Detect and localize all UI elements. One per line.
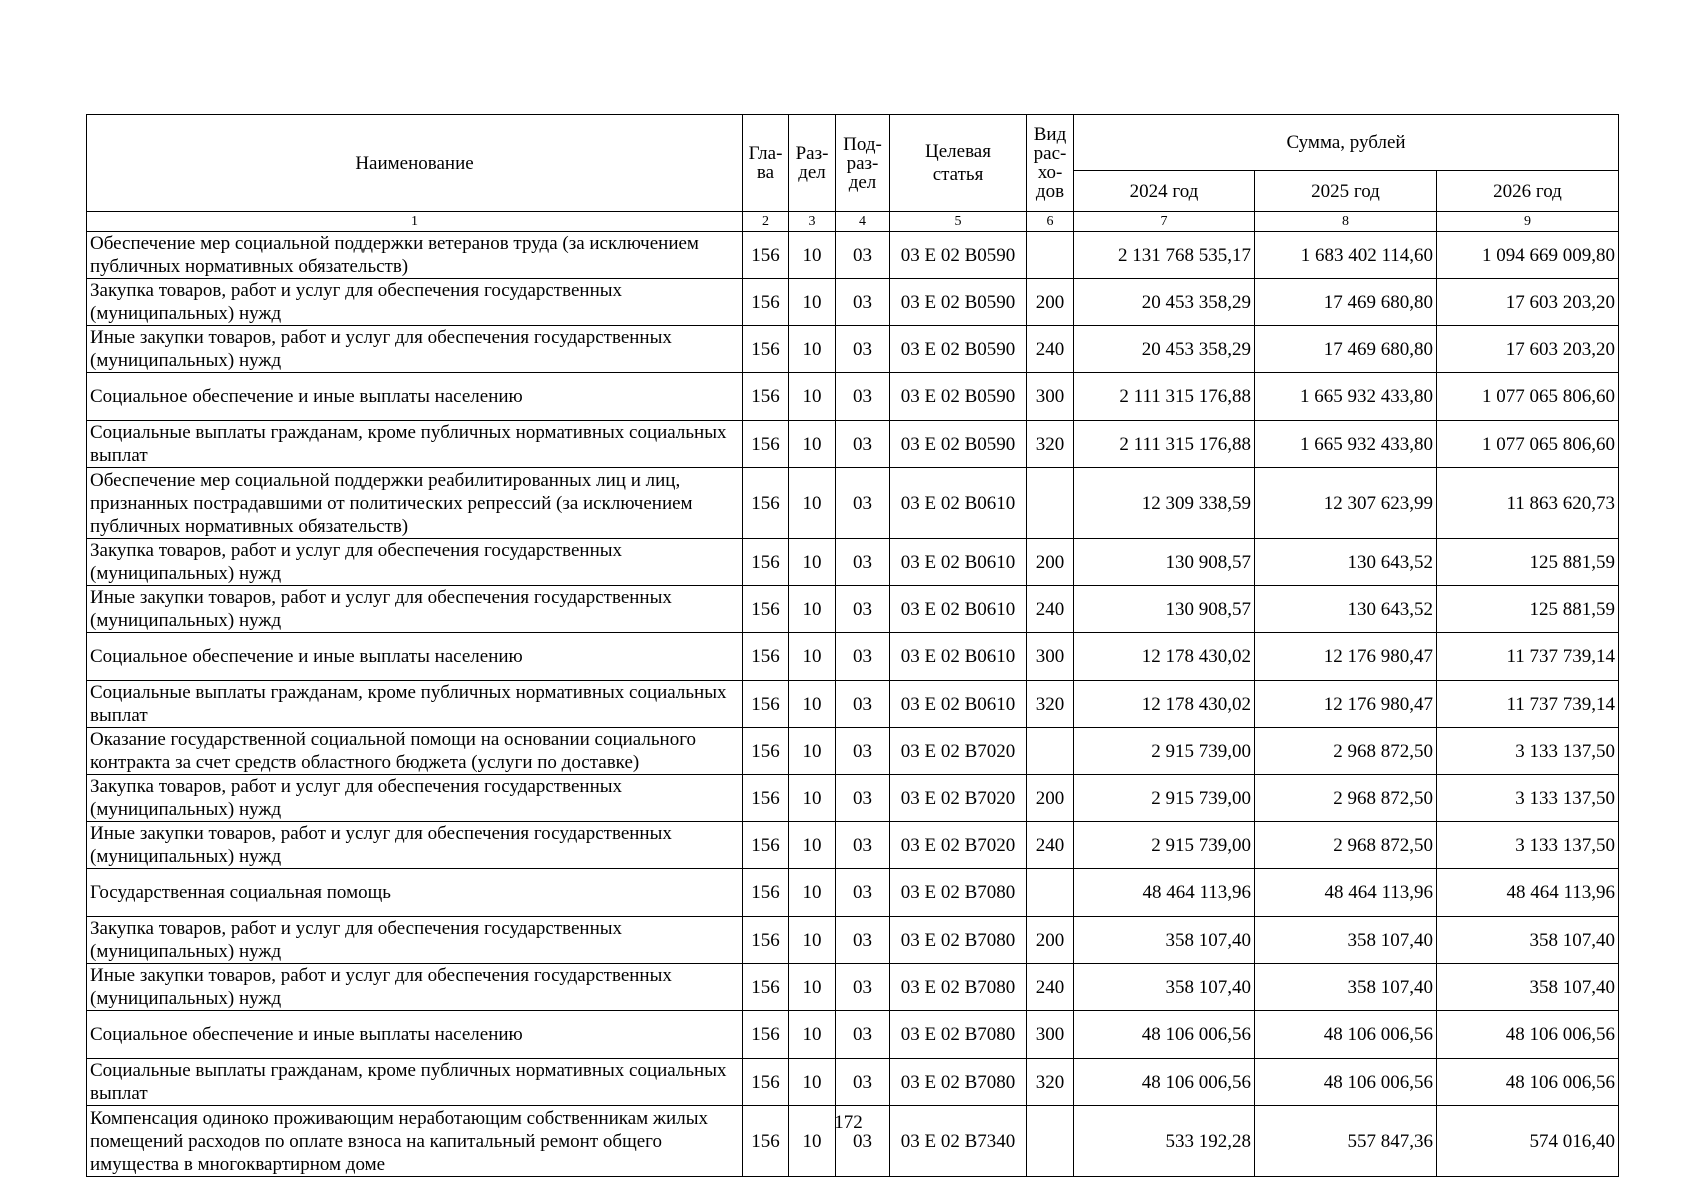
row-chapter: 156 [743, 326, 789, 373]
row-expense-type: 240 [1027, 326, 1074, 373]
row-target-article: 03 Е 02 В0590 [890, 279, 1027, 326]
column-number: 4 [836, 212, 890, 232]
row-target-article: 03 Е 02 В0590 [890, 232, 1027, 279]
row-amount-2024: 2 915 739,00 [1074, 775, 1255, 822]
header-sum: Сумма, рублей [1074, 115, 1619, 171]
row-amount-2024: 2 915 739,00 [1074, 728, 1255, 775]
row-amount-2026: 17 603 203,20 [1437, 279, 1619, 326]
row-subsection: 03 [836, 468, 890, 539]
row-target-article: 03 Е 02 В0610 [890, 539, 1027, 586]
column-number: 2 [743, 212, 789, 232]
row-amount-2026: 3 133 137,50 [1437, 728, 1619, 775]
column-number: 8 [1255, 212, 1437, 232]
row-section: 10 [789, 279, 836, 326]
row-amount-2025: 17 469 680,80 [1255, 279, 1437, 326]
row-subsection: 03 [836, 326, 890, 373]
row-name: Оказание государственной социальной помощи на основании социального контракта за счет средств областного бюджета (услуги по доставке) [87, 728, 743, 775]
row-subsection: 03 [836, 917, 890, 964]
table-row [87, 539, 1619, 586]
row-section: 10 [789, 964, 836, 1011]
row-chapter: 156 [743, 728, 789, 775]
row-amount-2024: 2 915 739,00 [1074, 822, 1255, 869]
row-amount-2024: 2 111 315 176,88 [1074, 421, 1255, 468]
row-section: 10 [789, 326, 836, 373]
row-name: Социальное обеспечение и иные выплаты населению [87, 1011, 743, 1059]
row-subsection: 03 [836, 539, 890, 586]
table-row [87, 869, 1619, 917]
row-target-article: 03 Е 02 В7080 [890, 1059, 1027, 1106]
row-chapter: 156 [743, 1011, 789, 1059]
row-expense-type: 320 [1027, 681, 1074, 728]
row-chapter: 156 [743, 822, 789, 869]
row-section: 10 [789, 775, 836, 822]
row-amount-2026: 125 881,59 [1437, 586, 1619, 633]
column-number: 5 [890, 212, 1027, 232]
row-section: 10 [789, 1106, 836, 1177]
row-amount-2026: 11 863 620,73 [1437, 468, 1619, 539]
row-target-article: 03 Е 02 В0590 [890, 373, 1027, 421]
row-amount-2025: 17 469 680,80 [1255, 326, 1437, 373]
row-target-article: 03 Е 02 В0610 [890, 633, 1027, 681]
row-chapter: 156 [743, 917, 789, 964]
row-expense-type: 240 [1027, 964, 1074, 1011]
row-amount-2025: 2 968 872,50 [1255, 728, 1437, 775]
row-subsection: 03 [836, 775, 890, 822]
row-amount-2024: 20 453 358,29 [1074, 326, 1255, 373]
table-row [87, 232, 1619, 279]
row-name: Социальные выплаты гражданам, кроме публичных нормативных социальных выплат [87, 1059, 743, 1106]
row-amount-2026: 17 603 203,20 [1437, 326, 1619, 373]
header-year-2024: 2024 год [1074, 171, 1255, 212]
row-section: 10 [789, 421, 836, 468]
row-amount-2024: 358 107,40 [1074, 964, 1255, 1011]
row-section: 10 [789, 468, 836, 539]
row-expense-type [1027, 728, 1074, 775]
table-row [87, 775, 1619, 822]
header-name: Наименование [87, 115, 743, 212]
row-section: 10 [789, 822, 836, 869]
row-expense-type: 240 [1027, 822, 1074, 869]
row-expense-type: 200 [1027, 917, 1074, 964]
row-expense-type: 320 [1027, 421, 1074, 468]
row-name: Социальные выплаты гражданам, кроме публичных нормативных социальных выплат [87, 681, 743, 728]
row-section: 10 [789, 232, 836, 279]
row-section: 10 [789, 539, 836, 586]
row-amount-2026: 3 133 137,50 [1437, 822, 1619, 869]
table-row [87, 822, 1619, 869]
row-expense-type [1027, 869, 1074, 917]
row-amount-2026: 11 737 739,14 [1437, 681, 1619, 728]
row-section: 10 [789, 917, 836, 964]
row-subsection: 03 [836, 1011, 890, 1059]
header-year-2025: 2025 год [1255, 171, 1437, 212]
row-amount-2026: 11 737 739,14 [1437, 633, 1619, 681]
row-section: 10 [789, 869, 836, 917]
column-number: 1 [87, 212, 743, 232]
row-amount-2025: 12 176 980,47 [1255, 681, 1437, 728]
row-chapter: 156 [743, 232, 789, 279]
table-row [87, 1011, 1619, 1059]
row-amount-2025: 1 665 932 433,80 [1255, 421, 1437, 468]
row-name: Обеспечение мер социальной поддержки ветеранов труда (за исключением публичных нормативных обязательств) [87, 232, 743, 279]
row-name: Социальное обеспечение и иные выплаты населению [87, 373, 743, 421]
row-subsection: 03 [836, 586, 890, 633]
row-chapter: 156 [743, 539, 789, 586]
row-name: Закупка товаров, работ и услуг для обеспечения государственных (муниципальных) нужд [87, 917, 743, 964]
table-row [87, 586, 1619, 633]
row-section: 10 [789, 633, 836, 681]
row-subsection: 03 [836, 964, 890, 1011]
row-name: Государственная социальная помощь [87, 869, 743, 917]
table-row [87, 468, 1619, 539]
row-subsection: 03 [836, 373, 890, 421]
row-target-article: 03 Е 02 В0610 [890, 586, 1027, 633]
table-row [87, 279, 1619, 326]
row-target-article: 03 Е 02 В7080 [890, 917, 1027, 964]
row-amount-2025: 557 847,36 [1255, 1106, 1437, 1177]
row-name: Социальные выплаты гражданам, кроме публичных нормативных социальных выплат [87, 421, 743, 468]
row-name: Иные закупки товаров, работ и услуг для обеспечения государственных (муниципальных) нужд [87, 822, 743, 869]
row-amount-2024: 2 111 315 176,88 [1074, 373, 1255, 421]
row-subsection: 03 [836, 728, 890, 775]
row-expense-type [1027, 468, 1074, 539]
row-amount-2025: 358 107,40 [1255, 964, 1437, 1011]
row-amount-2024: 130 908,57 [1074, 586, 1255, 633]
row-amount-2026: 1 077 065 806,60 [1437, 421, 1619, 468]
row-subsection: 03 [836, 681, 890, 728]
row-expense-type: 200 [1027, 539, 1074, 586]
row-target-article: 03 Е 02 В0590 [890, 326, 1027, 373]
row-amount-2025: 1 683 402 114,60 [1255, 232, 1437, 279]
row-chapter: 156 [743, 373, 789, 421]
row-amount-2024: 12 178 430,02 [1074, 633, 1255, 681]
row-amount-2024: 48 106 006,56 [1074, 1059, 1255, 1106]
row-chapter: 156 [743, 468, 789, 539]
row-amount-2025: 2 968 872,50 [1255, 775, 1437, 822]
row-amount-2025: 130 643,52 [1255, 586, 1437, 633]
row-amount-2025: 1 665 932 433,80 [1255, 373, 1437, 421]
row-amount-2026: 3 133 137,50 [1437, 775, 1619, 822]
row-target-article: 03 Е 02 В7080 [890, 964, 1027, 1011]
row-target-article: 03 Е 02 В0610 [890, 468, 1027, 539]
row-amount-2024: 533 192,28 [1074, 1106, 1255, 1177]
table-row [87, 917, 1619, 964]
row-section: 10 [789, 586, 836, 633]
row-amount-2024: 358 107,40 [1074, 917, 1255, 964]
row-amount-2026: 358 107,40 [1437, 917, 1619, 964]
row-amount-2025: 2 968 872,50 [1255, 822, 1437, 869]
table-row [87, 373, 1619, 421]
row-target-article: 03 Е 02 В7080 [890, 869, 1027, 917]
row-target-article: 03 Е 02 В7020 [890, 728, 1027, 775]
row-expense-type: 300 [1027, 373, 1074, 421]
header-subsection: Под- раз- дел [836, 115, 890, 212]
row-subsection: 03 [836, 869, 890, 917]
row-name: Закупка товаров, работ и услуг для обеспечения государственных (муниципальных) нужд [87, 775, 743, 822]
row-amount-2026: 358 107,40 [1437, 964, 1619, 1011]
row-amount-2024: 2 131 768 535,17 [1074, 232, 1255, 279]
row-chapter: 156 [743, 681, 789, 728]
table-row [87, 681, 1619, 728]
page-number: 172 [834, 1112, 863, 1133]
row-section: 10 [789, 1011, 836, 1059]
row-chapter: 156 [743, 633, 789, 681]
row-chapter: 156 [743, 279, 789, 326]
header-target: Целевая статья [890, 115, 1027, 212]
budget-table [86, 114, 1619, 1177]
table-row [87, 728, 1619, 775]
row-amount-2025: 358 107,40 [1255, 917, 1437, 964]
row-amount-2025: 48 106 006,56 [1255, 1011, 1437, 1059]
column-number: 6 [1027, 212, 1074, 232]
row-amount-2024: 130 908,57 [1074, 539, 1255, 586]
header-chapter: Гла- ва [743, 115, 789, 212]
row-target-article: 03 Е 02 В7020 [890, 822, 1027, 869]
row-target-article: 03 Е 02 В7340 [890, 1106, 1027, 1177]
row-amount-2024: 48 106 006,56 [1074, 1011, 1255, 1059]
column-number: 9 [1437, 212, 1619, 232]
row-target-article: 03 Е 02 В7080 [890, 1011, 1027, 1059]
row-amount-2026: 48 106 006,56 [1437, 1011, 1619, 1059]
row-amount-2026: 1 094 669 009,80 [1437, 232, 1619, 279]
row-chapter: 156 [743, 775, 789, 822]
row-chapter: 156 [743, 1059, 789, 1106]
row-chapter: 156 [743, 1106, 789, 1177]
row-amount-2026: 48 464 113,96 [1437, 869, 1619, 917]
row-name: Иные закупки товаров, работ и услуг для обеспечения государственных (муниципальных) нужд [87, 326, 743, 373]
table-row [87, 1059, 1619, 1106]
row-section: 10 [789, 1059, 836, 1106]
row-expense-type: 300 [1027, 633, 1074, 681]
row-subsection: 03 [836, 1059, 890, 1106]
row-subsection: 03 [836, 279, 890, 326]
row-name: Обеспечение мер социальной поддержки реабилитированных лиц и лиц, признанных пострадавшими от политических репрессий (за исключением публичных нормативных обязательств) [87, 468, 743, 539]
header-section: Раз- дел [789, 115, 836, 212]
row-subsection: 03 [836, 421, 890, 468]
column-number: 3 [789, 212, 836, 232]
row-expense-type: 240 [1027, 586, 1074, 633]
row-subsection: 03 [836, 1106, 890, 1177]
row-amount-2025: 12 176 980,47 [1255, 633, 1437, 681]
row-target-article: 03 Е 02 В0590 [890, 421, 1027, 468]
column-number: 7 [1074, 212, 1255, 232]
row-chapter: 156 [743, 869, 789, 917]
row-name: Иные закупки товаров, работ и услуг для обеспечения государственных (муниципальных) нужд [87, 586, 743, 633]
row-section: 10 [789, 373, 836, 421]
row-amount-2025: 12 307 623,99 [1255, 468, 1437, 539]
row-subsection: 03 [836, 232, 890, 279]
row-amount-2025: 48 106 006,56 [1255, 1059, 1437, 1106]
row-target-article: 03 Е 02 В7020 [890, 775, 1027, 822]
row-name: Закупка товаров, работ и услуг для обеспечения государственных (муниципальных) нужд [87, 539, 743, 586]
row-amount-2024: 12 178 430,02 [1074, 681, 1255, 728]
row-expense-type: 320 [1027, 1059, 1074, 1106]
row-amount-2024: 20 453 358,29 [1074, 279, 1255, 326]
row-amount-2024: 48 464 113,96 [1074, 869, 1255, 917]
row-amount-2026: 1 077 065 806,60 [1437, 373, 1619, 421]
row-amount-2026: 574 016,40 [1437, 1106, 1619, 1177]
row-expense-type [1027, 232, 1074, 279]
row-name: Компенсация одиноко проживающим неработающим собственникам жилых помещений расходов по оплате взноса на капитальный ремонт общего имущества в многоквартирном доме [87, 1106, 743, 1177]
row-chapter: 156 [743, 586, 789, 633]
column-number-row [87, 212, 1619, 232]
row-subsection: 03 [836, 633, 890, 681]
row-expense-type: 200 [1027, 279, 1074, 326]
row-target-article: 03 Е 02 В0610 [890, 681, 1027, 728]
row-subsection: 03 [836, 822, 890, 869]
row-name: Закупка товаров, работ и услуг для обеспечения государственных (муниципальных) нужд [87, 279, 743, 326]
row-name: Иные закупки товаров, работ и услуг для обеспечения государственных (муниципальных) нужд [87, 964, 743, 1011]
row-chapter: 156 [743, 421, 789, 468]
table-row [87, 326, 1619, 373]
row-amount-2025: 48 464 113,96 [1255, 869, 1437, 917]
table-row [87, 633, 1619, 681]
row-expense-type: 200 [1027, 775, 1074, 822]
table-row [87, 964, 1619, 1011]
row-amount-2025: 130 643,52 [1255, 539, 1437, 586]
row-section: 10 [789, 728, 836, 775]
row-amount-2024: 12 309 338,59 [1074, 468, 1255, 539]
row-name: Социальное обеспечение и иные выплаты населению [87, 633, 743, 681]
header-expense-type: Вид рас- хо- дов [1027, 115, 1074, 212]
row-expense-type: 300 [1027, 1011, 1074, 1059]
row-section: 10 [789, 681, 836, 728]
header-year-2026: 2026 год [1437, 171, 1619, 212]
table-row [87, 421, 1619, 468]
row-chapter: 156 [743, 964, 789, 1011]
row-amount-2026: 48 106 006,56 [1437, 1059, 1619, 1106]
row-amount-2026: 125 881,59 [1437, 539, 1619, 586]
